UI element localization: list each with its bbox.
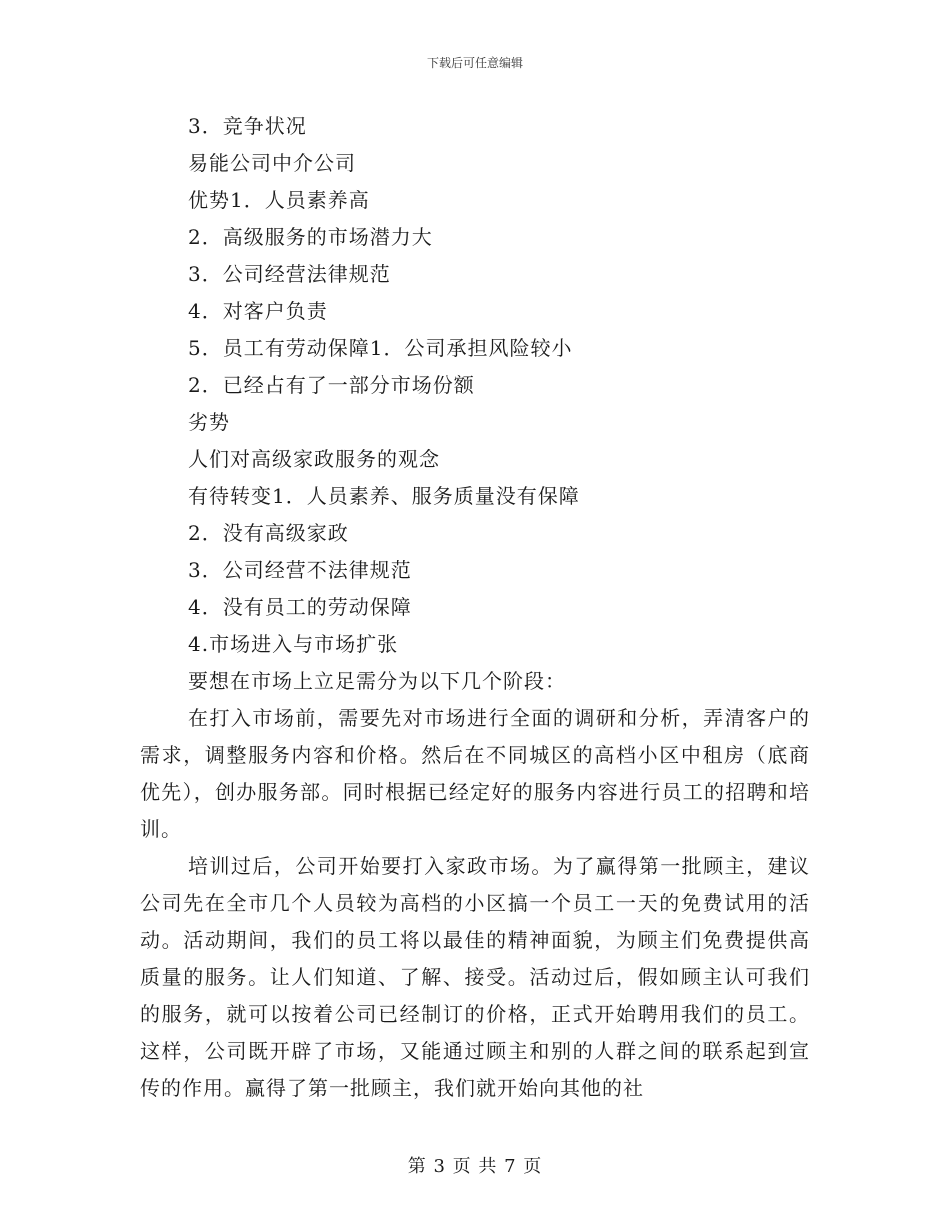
list-line: 优势1．人员素养高: [188, 188, 370, 212]
list-line: 4.市场进入与市场扩张: [188, 632, 399, 656]
list-line: 4．对客户负责: [188, 299, 328, 323]
list-line: 2．已经占有了一部分市场份额: [188, 373, 475, 397]
list-line: 易能公司中介公司: [188, 151, 356, 175]
header-note: 下载后可任意编辑: [426, 56, 523, 70]
list-line: 3．竞争状况: [188, 114, 307, 138]
list-line: 2．高级服务的市场潜力大: [188, 225, 433, 249]
list-line: 2．没有高级家政: [188, 521, 349, 545]
page-footer: 第 3 页 共 7 页: [407, 1156, 543, 1177]
list-line: 3．公司经营法律规范: [188, 262, 391, 286]
body-paragraph: 培训过后，公司开始要打入家政市场。为了赢得第一批顾主，建议公司先在全市几个人员较为高档的小区搞一个员工一天的免费试用的活动。活动期间，我们的员工将以最佳的精神面貌，为顾主们免费提供高质量的服务。让人们知道、了解、接受。活动过后，假如顾主认可我们的服务，就可以按着公司已经制订的价格，正式开始聘用我们的员工。这样，公司既开辟了市场，又能通过顾主和别的人群之间的联系起到宣传的作用。赢得了第一批顾主，我们就开始向其他的社: [140, 854, 810, 1100]
list-line: 劣势: [188, 410, 230, 434]
list-line: 4．没有员工的劳动保障: [188, 595, 412, 619]
list-line: 3．公司经营不法律规范: [188, 558, 412, 582]
document-body: [140, 108, 810, 1107]
list-line: 5．员工有劳动保障1．公司承担风险较小: [188, 336, 573, 360]
list-line: 要想在市场上立足需分为以下几个阶段：: [188, 669, 566, 693]
list-line: 有待转变1．人员素养、服务质量没有保障: [188, 484, 580, 508]
list-line: 人们对高级家政服务的观念: [188, 447, 440, 471]
body-paragraph: 在打入市场前，需要先对市场进行全面的调研和分析，弄清客户的需求，调整服务内容和价格。然后在不同城区的高档小区中租房（底商优先），创办服务部。同时根据已经定好的服务内容进行员工的招聘和培训。: [140, 706, 810, 841]
